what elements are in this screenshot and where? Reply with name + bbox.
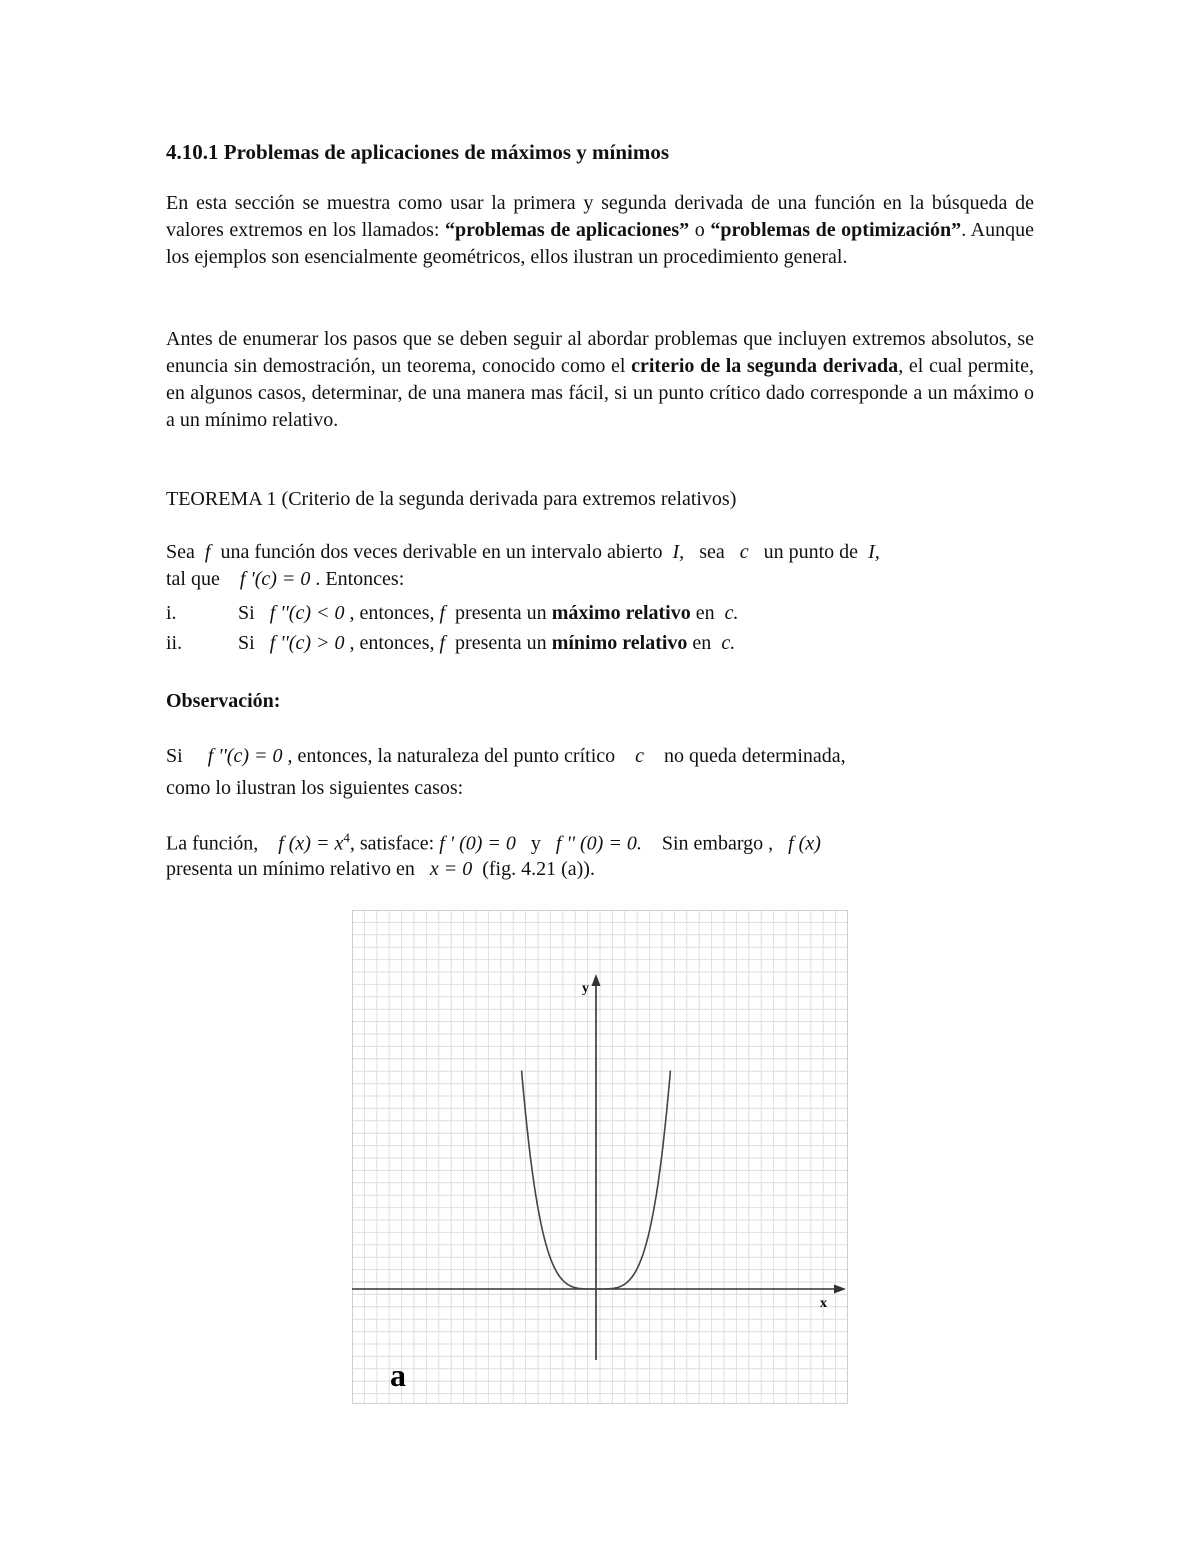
text: . Aunque los ejemplos son esencialmente geométricos, ellos ilustran un procedimiento general. bbox=[166, 219, 1034, 268]
x-axis-arrow bbox=[834, 1285, 846, 1294]
theorem-line-2 bbox=[166, 568, 404, 591]
math: I, bbox=[868, 541, 880, 563]
math: f bbox=[204, 541, 211, 563]
exponent: 4 bbox=[343, 830, 350, 845]
observation-line-1 bbox=[166, 745, 846, 768]
theorem-title: TEOREMA 1 (Criterio de la segunda derivada para extremos relativos) bbox=[166, 488, 737, 510]
text: o bbox=[689, 219, 711, 241]
math: c. bbox=[721, 632, 736, 654]
y-axis-label: y bbox=[582, 981, 589, 996]
text: En esta sección se muestra como usar la primera y segunda derivada de una función en la búsqueda de valores extremos en los llamados: bbox=[166, 192, 1034, 241]
panel-label: a bbox=[390, 1357, 406, 1393]
text: en bbox=[695, 602, 715, 624]
text: una función dos veces derivable en un intervalo abierto bbox=[220, 541, 663, 563]
figure-x4-graph bbox=[352, 910, 848, 1404]
item-number: i. bbox=[166, 602, 177, 624]
x-axis-label: x bbox=[820, 1296, 827, 1311]
text: presenta un bbox=[455, 632, 547, 654]
text: Si bbox=[238, 632, 255, 654]
example-line-2 bbox=[166, 858, 595, 881]
text: y bbox=[530, 832, 541, 855]
text: , entonces, bbox=[349, 602, 435, 624]
text: en bbox=[692, 632, 712, 654]
equation: f (x) bbox=[788, 832, 821, 855]
bold-term: “problemas de aplicaciones” bbox=[445, 219, 690, 241]
bold-term: “problemas de optimización” bbox=[710, 219, 962, 241]
text: Si bbox=[166, 745, 183, 767]
equation: f '' (0) = 0. bbox=[555, 832, 642, 855]
theorem-item-i bbox=[166, 602, 739, 625]
item-number: ii. bbox=[166, 632, 183, 654]
math: f bbox=[439, 632, 446, 654]
text: tal que bbox=[166, 568, 220, 590]
equation: x = 0 bbox=[429, 858, 473, 880]
math: I, bbox=[672, 541, 685, 563]
paragraph-intro bbox=[166, 190, 1034, 271]
theorem-line-1 bbox=[166, 541, 880, 564]
equation: f ''(c) = 0 bbox=[207, 745, 283, 767]
text: Sea bbox=[166, 541, 195, 563]
theorem-item-ii bbox=[166, 632, 735, 655]
y-axis-arrow bbox=[592, 974, 601, 986]
equation: f '(c) = 0 bbox=[239, 568, 311, 590]
example-line-1 bbox=[166, 830, 821, 856]
paragraph-before-theorem bbox=[166, 326, 1034, 434]
text: (fig. 4.21 (a)). bbox=[482, 858, 595, 880]
text: sea bbox=[699, 541, 725, 563]
text: un punto de bbox=[763, 541, 859, 563]
bold-term: máximo relativo bbox=[551, 602, 691, 624]
text: , entonces, bbox=[349, 632, 435, 654]
text: , satisface: bbox=[349, 832, 435, 855]
bold-term: mínimo relativo bbox=[551, 632, 688, 654]
math: f bbox=[439, 602, 446, 624]
math: c bbox=[739, 541, 749, 563]
math: c bbox=[635, 745, 645, 767]
text: Antes de enumerar los pasos que se deben seguir al abordar problemas que incluyen extremos absolutos, se enuncia sin demostración, un teorema, conocido como el bbox=[166, 328, 1034, 377]
text: presenta un bbox=[455, 602, 547, 624]
figure-grid bbox=[352, 910, 848, 1404]
text: no queda determinada, bbox=[664, 745, 846, 767]
equation: f ''(c) > 0 bbox=[269, 632, 345, 654]
equation: f (x) = x bbox=[278, 832, 344, 855]
text: , entonces, la naturaleza del punto crítico bbox=[287, 745, 616, 767]
observation-line-2: como lo ilustran los siguientes casos: bbox=[166, 777, 464, 799]
text: Si bbox=[238, 602, 255, 624]
text: . Entonces: bbox=[315, 568, 405, 590]
bold-term: criterio de la segunda derivada bbox=[631, 355, 899, 377]
equation: f ''(c) < 0 bbox=[269, 602, 345, 624]
text: presenta un mínimo relativo en bbox=[166, 858, 415, 880]
observation-title: Observación: bbox=[166, 690, 281, 712]
section-heading: 4.10.1 Problemas de aplicaciones de máximos y mínimos bbox=[166, 140, 670, 164]
text: , el cual permite, en algunos casos, determinar, de una manera mas fácil, si un punto crítico dado corresponde a un máximo o a un mínimo relativo. bbox=[166, 355, 1034, 431]
math: c. bbox=[724, 602, 739, 624]
equation: f ' (0) = 0 bbox=[439, 832, 516, 855]
text: La función, bbox=[166, 832, 259, 855]
text: Sin embargo , bbox=[661, 832, 774, 855]
